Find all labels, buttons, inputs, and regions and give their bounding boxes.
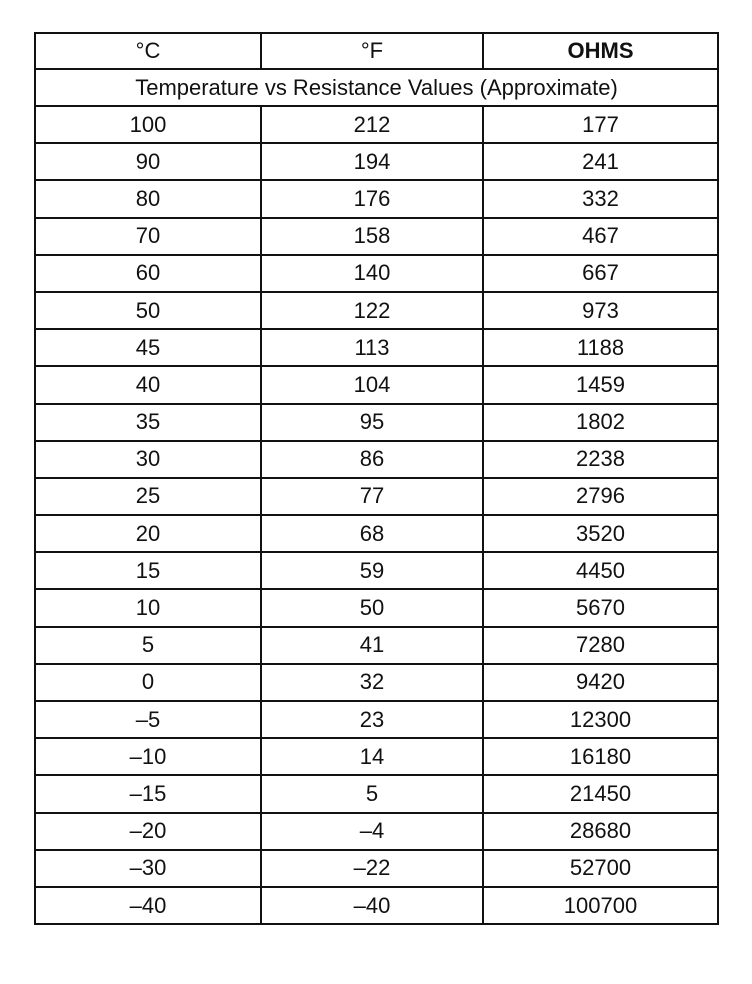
fahrenheit-cell: 14 — [261, 738, 483, 775]
table-row — [35, 404, 718, 441]
celsius-cell: –10 — [35, 738, 261, 775]
table-row — [35, 366, 718, 403]
ohms-cell: 2238 — [483, 441, 718, 478]
celsius-cell: 40 — [35, 366, 261, 403]
ohms-cell: 5670 — [483, 589, 718, 626]
table-row — [35, 887, 718, 924]
ohms-cell: 12300 — [483, 701, 718, 738]
ohms-cell: 332 — [483, 180, 718, 217]
table-row — [35, 738, 718, 775]
ohms-cell: 1188 — [483, 329, 718, 366]
celsius-cell: 90 — [35, 143, 261, 180]
ohms-cell: 1459 — [483, 366, 718, 403]
ohms-cell: 177 — [483, 106, 718, 143]
fahrenheit-cell: –22 — [261, 850, 483, 887]
table-row — [35, 589, 718, 626]
ohms-cell: 241 — [483, 143, 718, 180]
table-header — [35, 33, 718, 69]
celsius-cell: 80 — [35, 180, 261, 217]
celsius-cell: 15 — [35, 552, 261, 589]
fahrenheit-cell: 5 — [261, 775, 483, 812]
table-row — [35, 627, 718, 664]
table-row — [35, 775, 718, 812]
celsius-cell: –40 — [35, 887, 261, 924]
ohms-cell: 100700 — [483, 887, 718, 924]
header-row — [35, 33, 718, 69]
celsius-cell: 100 — [35, 106, 261, 143]
ohms-cell: 1802 — [483, 404, 718, 441]
table-row — [35, 850, 718, 887]
fahrenheit-cell: 41 — [261, 627, 483, 664]
ohms-cell: 467 — [483, 218, 718, 255]
fahrenheit-cell: –4 — [261, 813, 483, 850]
celsius-cell: –20 — [35, 813, 261, 850]
ohms-cell: 667 — [483, 255, 718, 292]
ohms-cell: 2796 — [483, 478, 718, 515]
table-row — [35, 664, 718, 701]
fahrenheit-cell: 194 — [261, 143, 483, 180]
table-row — [35, 292, 718, 329]
fahrenheit-cell: 122 — [261, 292, 483, 329]
table-row — [35, 106, 718, 143]
celsius-cell: 30 — [35, 441, 261, 478]
fahrenheit-cell: 140 — [261, 255, 483, 292]
celsius-cell: 35 — [35, 404, 261, 441]
ohms-cell: 28680 — [483, 813, 718, 850]
ohms-cell: 9420 — [483, 664, 718, 701]
table-caption: Temperature vs Resistance Values (Approximate) — [35, 69, 718, 106]
celsius-cell: –5 — [35, 701, 261, 738]
table-row — [35, 143, 718, 180]
celsius-cell: 50 — [35, 292, 261, 329]
table-row — [35, 478, 718, 515]
fahrenheit-cell: 32 — [261, 664, 483, 701]
table-row — [35, 552, 718, 589]
celsius-cell: 45 — [35, 329, 261, 366]
header-ohms: OHMS — [483, 33, 718, 69]
ohms-cell: 7280 — [483, 627, 718, 664]
ohms-cell: 52700 — [483, 850, 718, 887]
fahrenheit-cell: 212 — [261, 106, 483, 143]
resistance-table-container — [34, 32, 717, 925]
celsius-cell: 60 — [35, 255, 261, 292]
ohms-cell: 21450 — [483, 775, 718, 812]
celsius-cell: –30 — [35, 850, 261, 887]
ohms-cell: 3520 — [483, 515, 718, 552]
fahrenheit-cell: 77 — [261, 478, 483, 515]
ohms-cell: 973 — [483, 292, 718, 329]
header-fahrenheit: °F — [261, 33, 483, 69]
ohms-cell: 4450 — [483, 552, 718, 589]
fahrenheit-cell: 23 — [261, 701, 483, 738]
table-row — [35, 218, 718, 255]
fahrenheit-cell: 59 — [261, 552, 483, 589]
celsius-cell: 70 — [35, 218, 261, 255]
celsius-cell: 25 — [35, 478, 261, 515]
celsius-cell: 20 — [35, 515, 261, 552]
ohms-cell: 16180 — [483, 738, 718, 775]
header-celsius: °C — [35, 33, 261, 69]
fahrenheit-cell: 50 — [261, 589, 483, 626]
fahrenheit-cell: 86 — [261, 441, 483, 478]
fahrenheit-cell: 158 — [261, 218, 483, 255]
fahrenheit-cell: 113 — [261, 329, 483, 366]
table-row — [35, 180, 718, 217]
fahrenheit-cell: 68 — [261, 515, 483, 552]
celsius-cell: 10 — [35, 589, 261, 626]
table-row — [35, 329, 718, 366]
table-row — [35, 515, 718, 552]
table-row — [35, 813, 718, 850]
temperature-resistance-table — [34, 32, 719, 925]
fahrenheit-cell: 176 — [261, 180, 483, 217]
celsius-cell: 0 — [35, 664, 261, 701]
celsius-cell: 5 — [35, 627, 261, 664]
fahrenheit-cell: 95 — [261, 404, 483, 441]
caption-row — [35, 69, 718, 106]
celsius-cell: –15 — [35, 775, 261, 812]
fahrenheit-cell: –40 — [261, 887, 483, 924]
table-body — [35, 69, 718, 924]
table-row — [35, 255, 718, 292]
table-row — [35, 701, 718, 738]
table-row — [35, 441, 718, 478]
fahrenheit-cell: 104 — [261, 366, 483, 403]
